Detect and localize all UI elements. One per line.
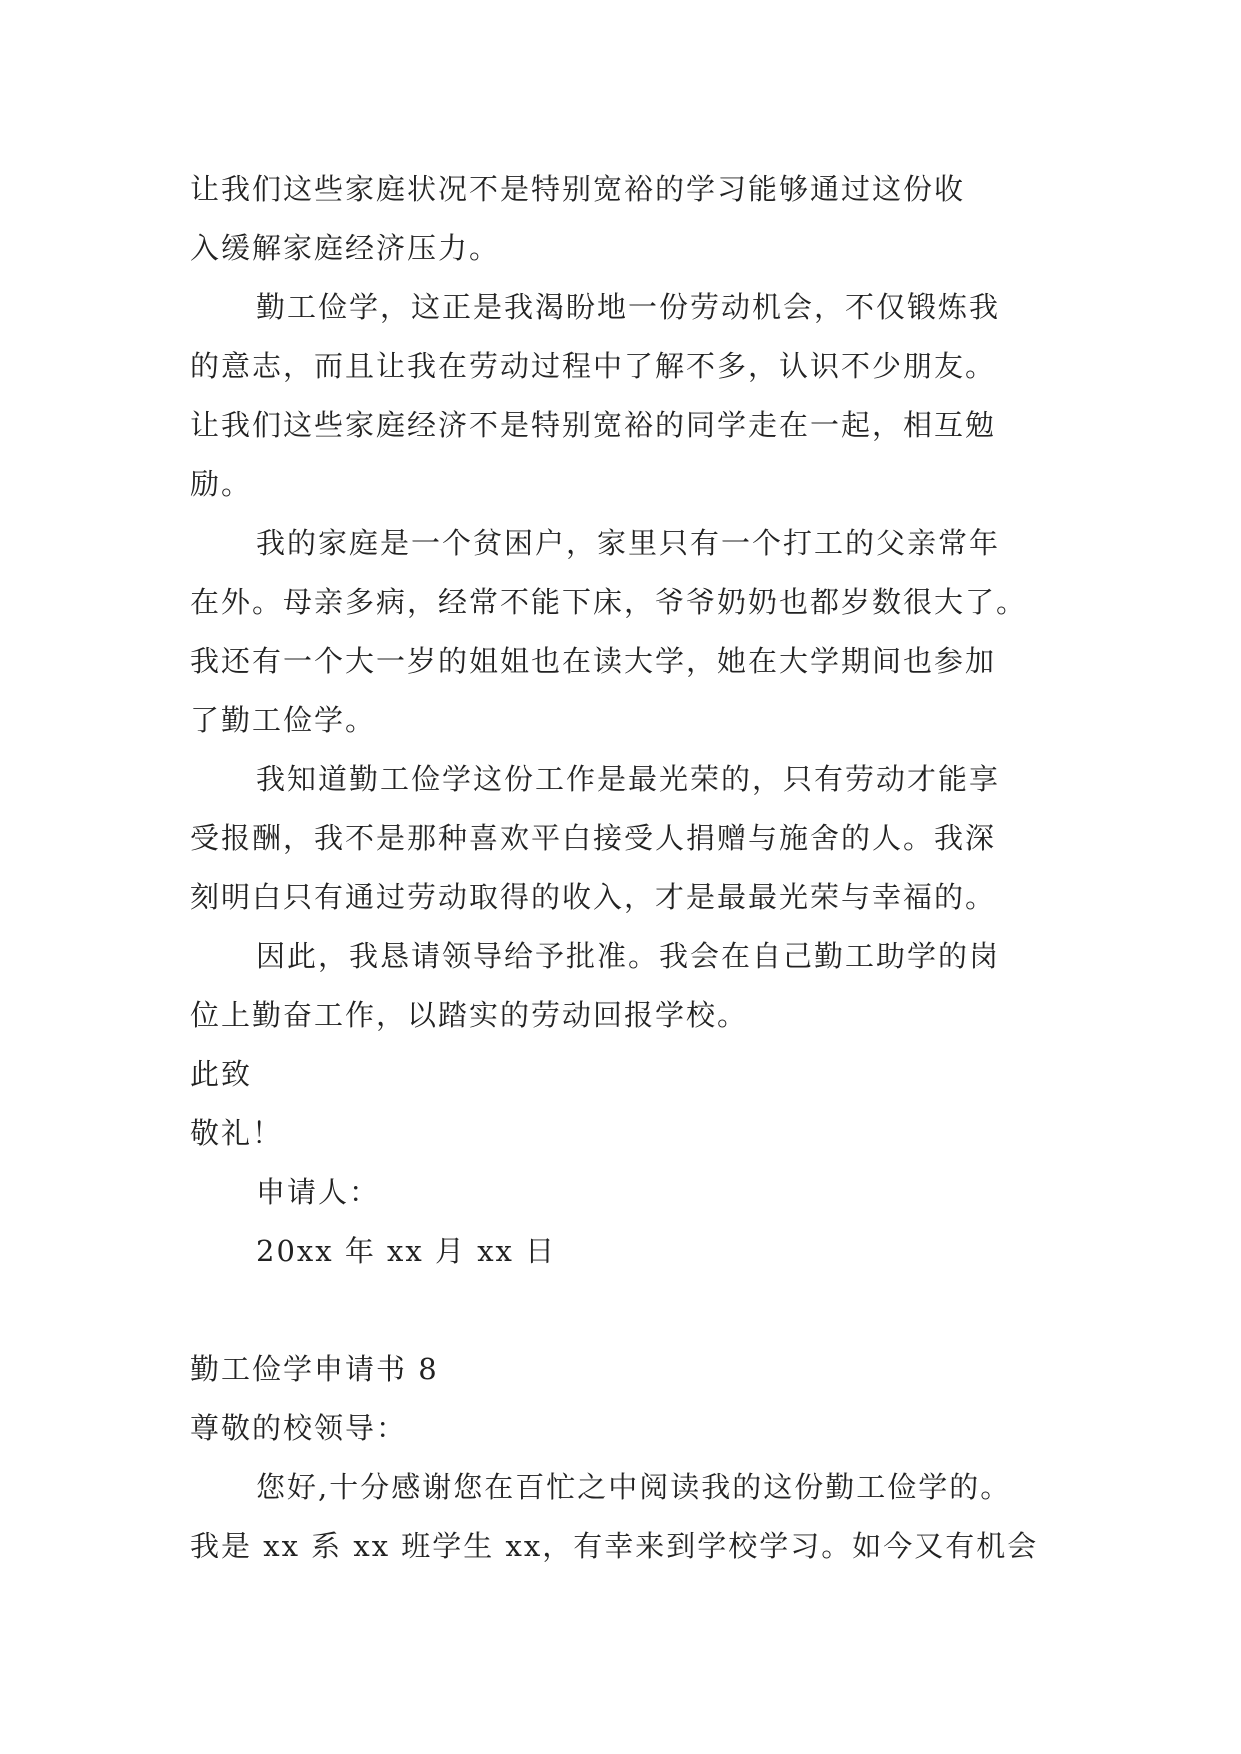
text-line: 让我们这些家庭经济不是特别宽裕的同学走在一起，相互勉 [190, 408, 997, 442]
text-line: 在外。母亲多病，经常不能下床，爷爷奶奶也都岁数很大了。 [190, 585, 1028, 619]
paragraph-start: 勤工俭学，这正是我渴盼地一份劳动机会，不仅锻炼我 [256, 290, 1001, 324]
text-line: 让我们这些家庭状况不是特别宽裕的学习能够通过这份收 [190, 172, 966, 206]
paragraph-start: 您好,十分感谢您在百忙之中阅读我的这份勤工俭学的。 [256, 1470, 1012, 1504]
text-line: 入缓解家庭经济压力。 [190, 231, 501, 265]
text-line: 我还有一个大一岁的姐姐也在读大学，她在大学期间也参加 [190, 644, 997, 678]
text-line: 刻明白只有通过劳动取得的收入，才是最最光荣与幸福的。 [190, 880, 997, 914]
blank-line [190, 1281, 1060, 1340]
paragraph-start: 因此，我恳请领导给予批准。我会在自己勤工助学的岗 [256, 939, 1001, 973]
text-line: 的意志，而且让我在劳动过程中了解不多，认识不少朋友。 [190, 349, 997, 383]
text-line: 了勤工俭学。 [190, 703, 377, 737]
section-title: 勤工俭学申请书 8 [190, 1352, 439, 1386]
text-line: 受报酬，我不是那种喜欢平白接受人捐赠与施舍的人。我深 [190, 821, 997, 855]
paragraph-start: 我知道勤工俭学这份工作是最光荣的，只有劳动才能享 [256, 762, 1001, 796]
closing-salutation: 此致 [190, 1057, 253, 1091]
document-body [190, 160, 1060, 1576]
date-line: 20xx 年 xx 月 xx 日 [256, 1234, 557, 1268]
greeting: 尊敬的校领导： [190, 1411, 408, 1445]
text-line: 我是 xx 系 xx 班学生 xx，有幸来到学校学习。如今又有机会 [190, 1529, 1039, 1563]
applicant-label: 申请人： [256, 1175, 381, 1209]
closing-regards: 敬礼！ [190, 1116, 284, 1150]
text-line: 励。 [190, 467, 253, 501]
paragraph-start: 我的家庭是一个贫困户，家里只有一个打工的父亲常年 [256, 526, 1001, 560]
text-line: 位上勤奋工作，以踏实的劳动回报学校。 [190, 998, 749, 1032]
